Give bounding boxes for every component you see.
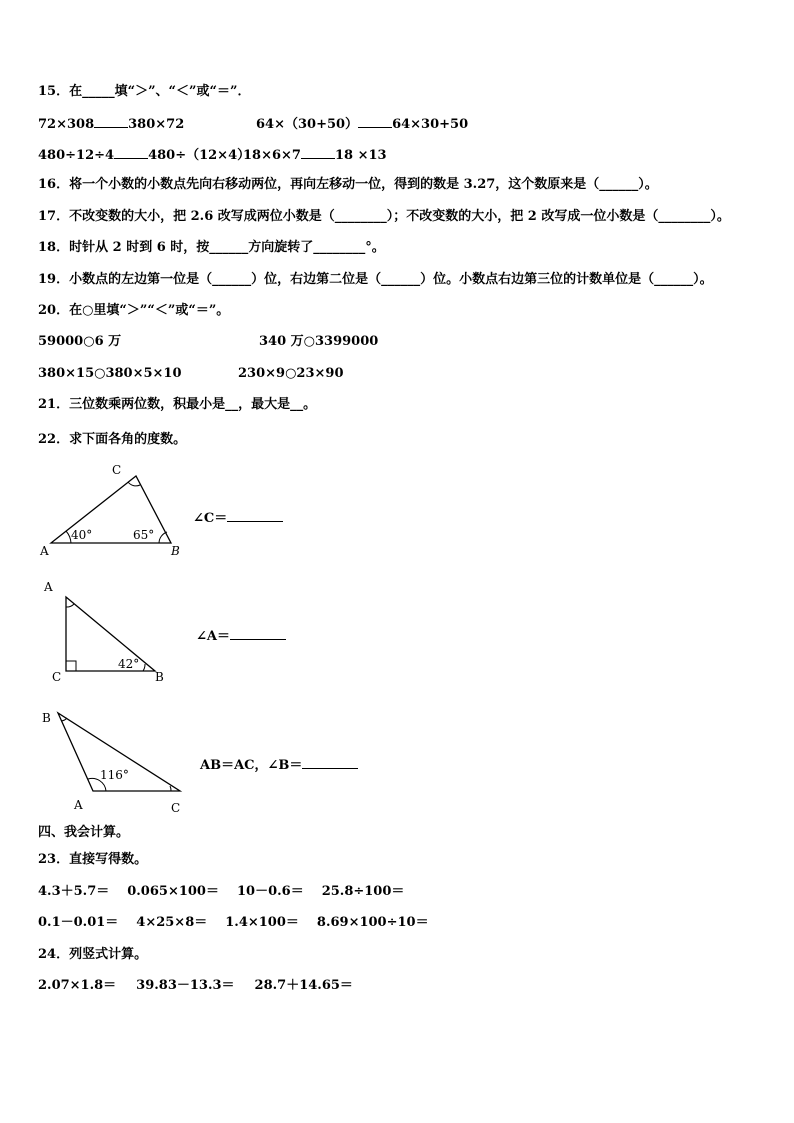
q15-r1-left2: 64×（30+50）: [256, 117, 359, 132]
section-4-heading: 四、我会计算。: [38, 825, 130, 840]
t3-blank[interactable]: [302, 756, 358, 769]
t2-angle-b: 42°: [118, 657, 140, 671]
q15-r1-right2: 64×30+50: [392, 117, 469, 132]
q24-row1: [38, 978, 353, 994]
triangle-3-figure: [38, 707, 198, 815]
q16-text: 16．将一个小数的小数点先向右移动两位，再向左移动一位，得到的数是 3.27，这个数原来是（______）。: [38, 177, 658, 192]
q20-b: 340 万○3399000: [259, 334, 379, 349]
t3-ask: AB＝AC，∠B＝: [200, 758, 303, 773]
t3-label-b: B: [42, 711, 51, 725]
q23-r1-item: 4.3＋5.7＝: [38, 884, 110, 899]
q23-r1-item: 10－0.6＝: [236, 884, 304, 899]
t2-blank[interactable]: [230, 627, 286, 640]
q19-text: 19．小数点的左边第一位是（______）位，右边第二位是（______）位。小数点右边第三位的计数单位是（______）。: [38, 272, 713, 287]
q21-text: 21．三位数乘两位数，积最小是__，最大是__。: [38, 397, 317, 412]
q23-r2-item: 0.1－0.01＝: [38, 915, 119, 930]
t2-label-a: A: [44, 580, 53, 594]
t2-question: [196, 625, 286, 644]
q17-text: 17．不改变数的大小，把 2.6 改写成两位小数是（________）；不改变数的大小，把 2 改写成一位小数是（________）。: [38, 209, 730, 224]
t3-angle-a: 116°: [100, 768, 129, 782]
q23-r1-item: 0.065×100＝: [127, 884, 219, 899]
q15-r2-blank1[interactable]: [114, 146, 148, 159]
t1-label-a: A: [40, 544, 49, 558]
t3-label-c: C: [171, 801, 181, 815]
q20-title: 20．在○里填“＞”“＜”或“＝”。: [38, 303, 230, 318]
q15-row1: [38, 115, 184, 133]
q23-r2-item: 4×25×8＝: [136, 915, 208, 930]
t1-angle-a: 40°: [71, 528, 93, 542]
q15-r2-left: 480÷12÷4: [38, 148, 115, 163]
q15-r1-left: 72×308: [38, 117, 95, 132]
t2-label-c: C: [52, 670, 62, 684]
t2-label-b: B: [155, 670, 164, 684]
t3-question: [200, 754, 358, 773]
q15-r2-right: 480÷（12×4）: [148, 148, 251, 163]
q23-r1-item: 25.8÷100＝: [321, 884, 405, 899]
q15-r1-right: 380×72: [128, 117, 185, 132]
t2-ask: ∠A＝: [196, 629, 230, 644]
q24-title: 24．列竖式计算。: [38, 947, 148, 962]
triangle-2-figure: [40, 577, 180, 687]
q23-row2: [38, 915, 429, 931]
q24-item: 39.83－13.3＝: [136, 978, 235, 993]
q20-a: 59000○6 万: [38, 334, 122, 349]
q15-r1-blank1[interactable]: [94, 115, 128, 128]
triangle-1-figure: [36, 458, 196, 562]
t1-label-c: C: [112, 463, 122, 477]
t1-ask: ∠C＝: [193, 511, 228, 526]
q15-r1-blank2[interactable]: [358, 115, 392, 128]
q15-row2b: [243, 146, 387, 164]
q23-r2-item: 1.4×100＝: [225, 915, 299, 930]
q23-r2-item: 8.69×100÷10＝: [316, 915, 429, 930]
q20-d: 230×9○23×90: [238, 366, 344, 381]
q15-row1b: [256, 115, 468, 133]
t3-label-a: A: [74, 798, 83, 812]
q15-r2-blank2[interactable]: [301, 146, 335, 159]
q15-r2-right2: 18 ×13: [334, 148, 387, 163]
q15-title: 15．在_____填“＞”、“＜”或“＝”．: [38, 84, 251, 99]
t1-question: [193, 507, 283, 526]
q20-c: 380×15○380×5×10: [38, 366, 182, 381]
t1-angle-b: 65°: [133, 528, 155, 542]
q24-item: 2.07×1.8＝: [38, 978, 117, 993]
q15-row2: [38, 146, 250, 164]
q22-title: 22．求下面各角的度数。: [38, 432, 187, 447]
q15-r2-left2: 18×6×7: [243, 148, 301, 163]
q18-text: 18．时针从 2 时到 6 时，按______方向旋转了________°。: [38, 240, 385, 255]
q23-title: 23．直接写得数。: [38, 852, 148, 867]
t1-label-b: B: [171, 544, 180, 558]
t1-blank[interactable]: [227, 509, 283, 522]
q23-row1: [38, 884, 404, 900]
q24-item: 28.7＋14.65＝: [254, 978, 353, 993]
